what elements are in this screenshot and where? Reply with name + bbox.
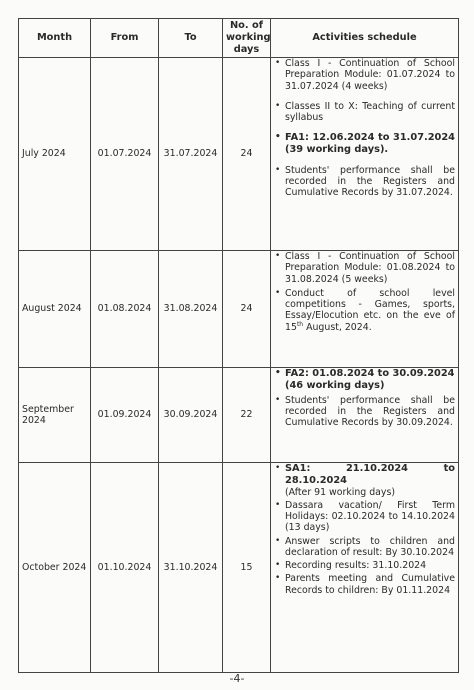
activity-item [274, 288, 455, 333]
ordinal-suffix: th [296, 320, 304, 328]
activity-text-end: August, 2024. [303, 321, 372, 333]
row-from-date: 01.07.2024 [91, 58, 159, 251]
activity-item: • Class I - Continuation of School Preparation Module: 01.07.2024 to 31.07.2024 (4 weeks) [274, 58, 455, 92]
row-month: July 2024 [19, 58, 91, 251]
table-row-october [19, 463, 459, 673]
activity-item [274, 368, 455, 392]
activity-item: • Dassara vacation/ First Term Holidays: 02.10.2024 to 14.10.2024 (13 days) [274, 500, 455, 534]
header-activities: Activities schedule [271, 19, 459, 58]
activity-item: • Students' performance shall be recorded in the Registers and Cumulative Records by 30.09.2024. [274, 395, 455, 429]
activity-item: • Answer scripts to children and declaration of result: By 30.10.2024 [274, 536, 455, 559]
row-to-date: 31.08.2024 [159, 251, 223, 368]
activity-item: • Class I - Continuation of School Preparation Module: 01.08.2024 to 31.08.2024 (5 weeks) [274, 251, 455, 285]
header-working-days: No. of working days [223, 19, 271, 58]
activity-item: • FA1: 12.06.2024 to 31.07.2024 (39 working days). [274, 132, 455, 156]
row-month: August 2024 [19, 251, 91, 368]
activities-schedule-table [18, 18, 459, 673]
header-to: To [159, 19, 223, 58]
row-activities [271, 368, 459, 463]
row-from-date: 01.10.2024 [91, 463, 159, 673]
row-to-date: 31.10.2024 [159, 463, 223, 673]
row-from-date: 01.09.2024 [91, 368, 159, 463]
header-from: From [91, 19, 159, 58]
activity-text: Conduct of school level competitions - Games, sports, Essay/Elocution etc. on the eve of 15 [285, 287, 455, 333]
row-working-days: 24 [223, 58, 271, 251]
schedule-page [18, 18, 458, 673]
page-number: -4- [229, 672, 245, 685]
row-working-days: 22 [223, 368, 271, 463]
row-activities [271, 463, 459, 673]
row-working-days: 24 [223, 251, 271, 368]
header-month: Month [19, 19, 91, 58]
activity-text: FA2: 01.08.2024 to 30.09.2024 [285, 368, 455, 379]
activity-subtext: (After 91 working days) [285, 486, 396, 498]
table-row-september [19, 368, 459, 463]
activity-item: • Classes II to X: Teaching of current syllabus [274, 101, 455, 124]
row-to-date: 30.09.2024 [159, 368, 223, 463]
activity-item: • Parents meeting and Cumulative Records to children: By 01.11.2024 [274, 573, 455, 596]
row-month: October 2024 [19, 463, 91, 673]
row-month: September 2024 [19, 368, 91, 463]
table-row-july [19, 58, 459, 251]
row-activities [271, 58, 459, 251]
row-working-days: 15 [223, 463, 271, 673]
row-to-date: 31.07.2024 [159, 58, 223, 251]
row-from-date: 01.08.2024 [91, 251, 159, 368]
table-row-august [19, 251, 459, 368]
activity-item: • Recording results: 31.10.2024 [274, 560, 455, 571]
activity-item [274, 463, 455, 498]
activity-item: • Students' performance shall be recorded in the Registers and Cumulative Records by 31.07.2024. [274, 165, 455, 199]
row-activities [271, 251, 459, 368]
activity-text: SA1: 21.10.2024 to 28.10.2024 [285, 463, 455, 486]
activity-subtext: (46 working days) [285, 379, 385, 391]
table-header-row [19, 19, 459, 58]
